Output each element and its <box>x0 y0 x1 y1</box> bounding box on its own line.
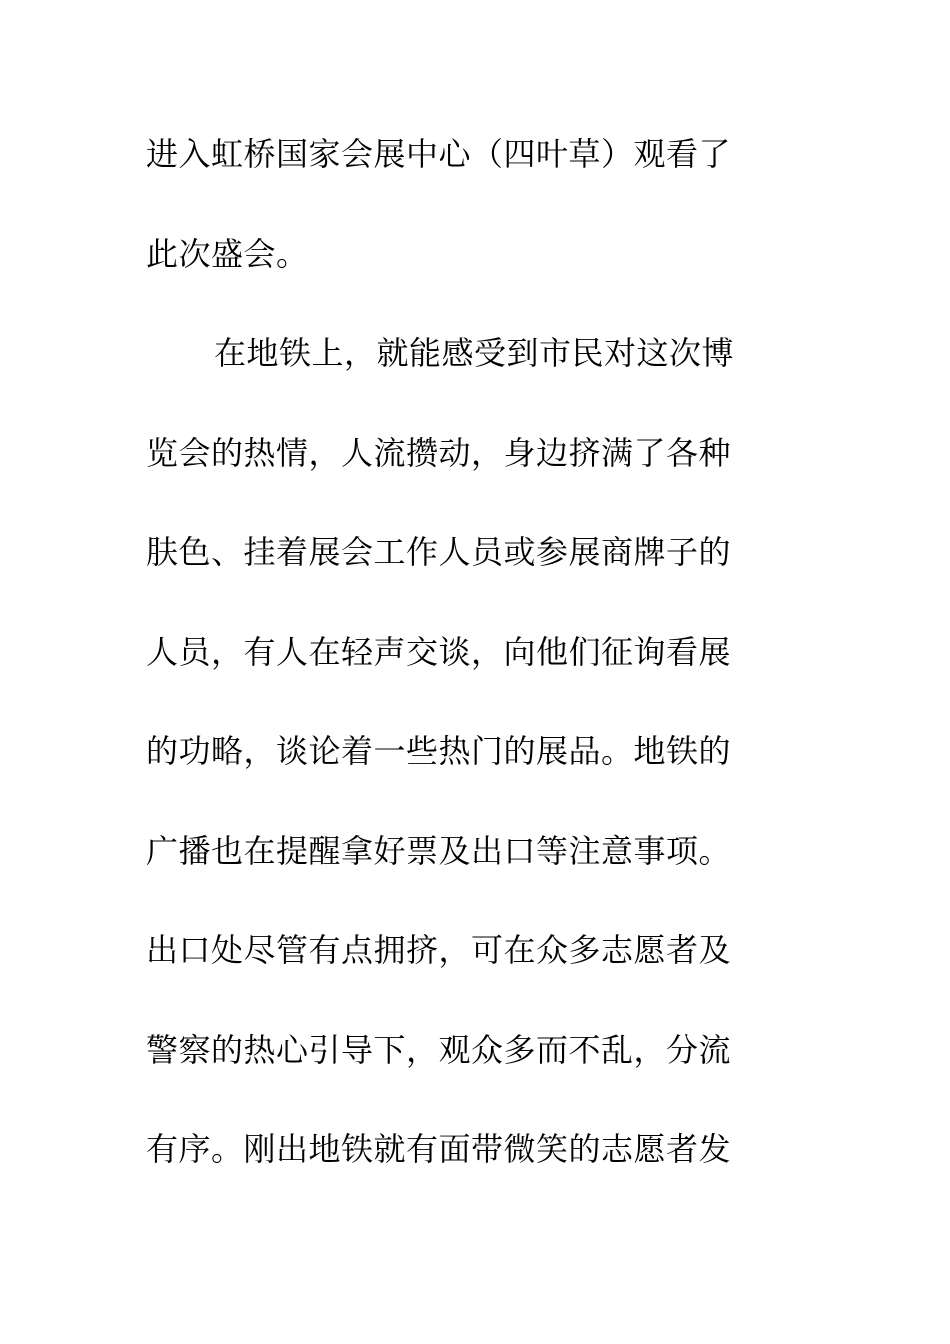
text-line-11: 有序。刚出地铁就有面带微笑的志愿者发 <box>146 1130 732 1168</box>
text-line-6: 人员，有人在轻声交谈，向他们征询看展 <box>146 632 732 671</box>
text-line-2: 此次盛会。 <box>146 234 309 273</box>
text-line-4: 览会的热情，人流攒动，身边挤满了各种 <box>146 433 732 472</box>
text-line-10: 警察的热心引导下，观众多而不乱，分流 <box>146 1030 732 1069</box>
text-line-8: 广播也在提醒拿好票及出口等注意事项。 <box>146 831 732 870</box>
text-line-5: 肤色、挂着展会工作人员或参展商牌子的 <box>146 533 732 571</box>
text-line-1: 进入虹桥国家会展中心（四叶草）观看了 <box>146 135 732 173</box>
text-line-3: 在地铁上，就能感受到市民对这次博 <box>214 334 735 372</box>
text-line-7: 的功略，谈论着一些热门的展品。地铁的 <box>146 732 732 770</box>
body-text <box>146 124 786 1219</box>
text-line-9: 出口处尽管有点拥挤，可在众多志愿者及 <box>146 931 732 969</box>
